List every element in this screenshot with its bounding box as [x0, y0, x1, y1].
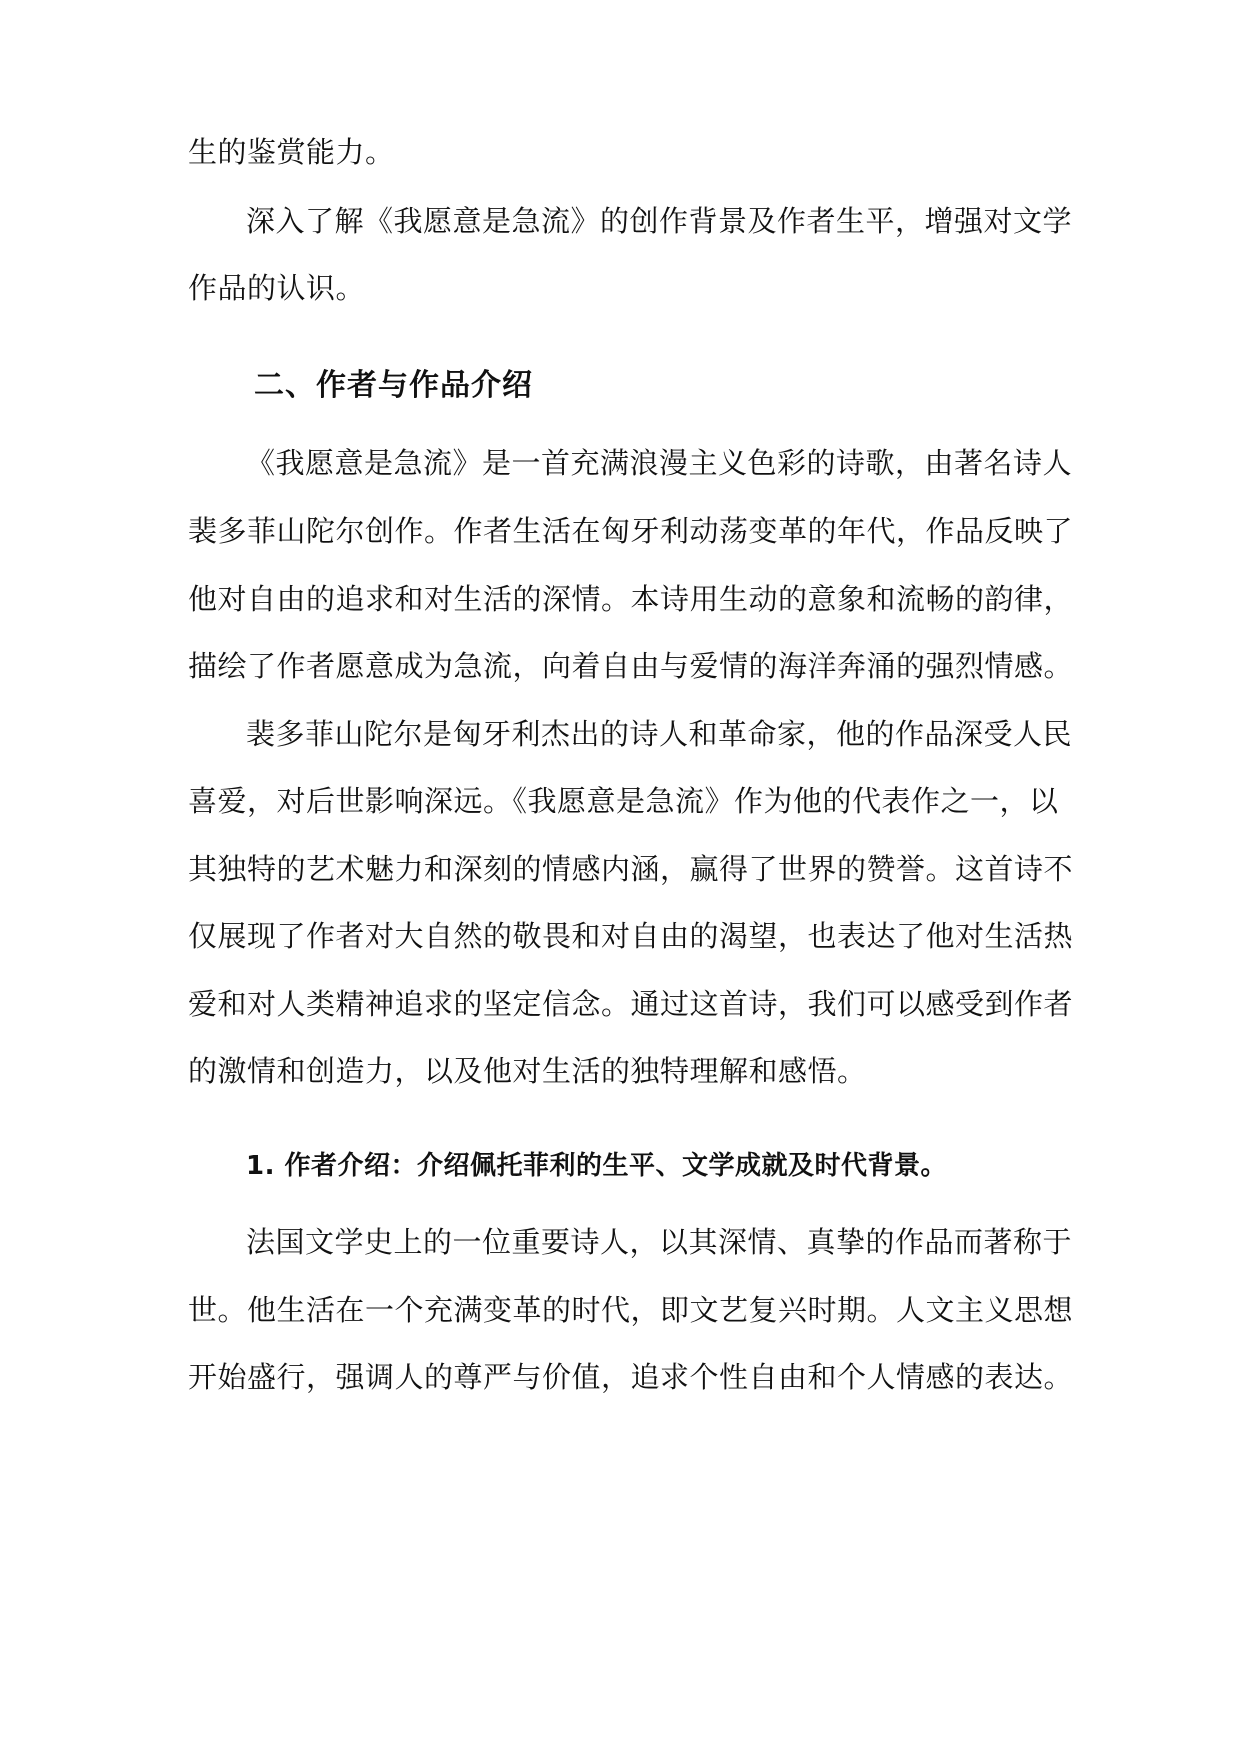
text-line: 其独特的艺术魅力和深刻的情感内涵，赢得了世界的赞誉。这首诗不	[188, 852, 1074, 886]
text-line: 喜爱，对后世影响深远。《我愿意是急流》作为他的代表作之一，以	[188, 784, 1059, 818]
text-line: 《我愿意是急流》是一首充满浪漫主义色彩的诗歌，由著名诗人	[246, 446, 1073, 480]
text-line: 深入了解《我愿意是急流》的创作背景及作者生平，增强对文学	[246, 204, 1073, 238]
text-line: 世。他生活在一个充满变革的时代，即文艺复兴时期。人文主义思想	[188, 1293, 1074, 1327]
text-line: 生的鉴赏能力。	[188, 135, 395, 169]
text-line: 开始盛行，强调人的尊严与价值，追求个性自由和个人情感的表达。	[188, 1360, 1074, 1394]
text-line: 他对自由的追求和对生活的深情。本诗用生动的意象和流畅的韵律，	[188, 582, 1074, 616]
text-line: 裴多菲山陀尔创作。作者生活在匈牙利动荡变革的年代，作品反映了	[188, 514, 1074, 548]
text-line: 爱和对人类精神追求的坚定信念。通过这首诗，我们可以感受到作者	[188, 987, 1074, 1021]
section-heading: 二、作者与作品介绍	[254, 368, 533, 403]
subsection-heading: 1. 作者介绍：介绍佩托菲利的生平、文学成就及时代背景。	[246, 1151, 948, 1181]
text-line: 仅展现了作者对大自然的敬畏和对自由的渴望，也表达了他对生活热	[188, 919, 1074, 953]
text-line: 描绘了作者愿意成为急流，向着自由与爱情的海洋奔涌的强烈情感。	[188, 649, 1074, 683]
text-line: 法国文学史上的一位重要诗人，以其深情、真挚的作品而著称于	[246, 1225, 1073, 1259]
text-line: 裴多菲山陀尔是匈牙利杰出的诗人和革命家，他的作品深受人民	[246, 717, 1073, 751]
text-line: 作品的认识。	[188, 271, 366, 305]
text-line: 的激情和创造力，以及他对生活的独特理解和感悟。	[188, 1054, 867, 1088]
